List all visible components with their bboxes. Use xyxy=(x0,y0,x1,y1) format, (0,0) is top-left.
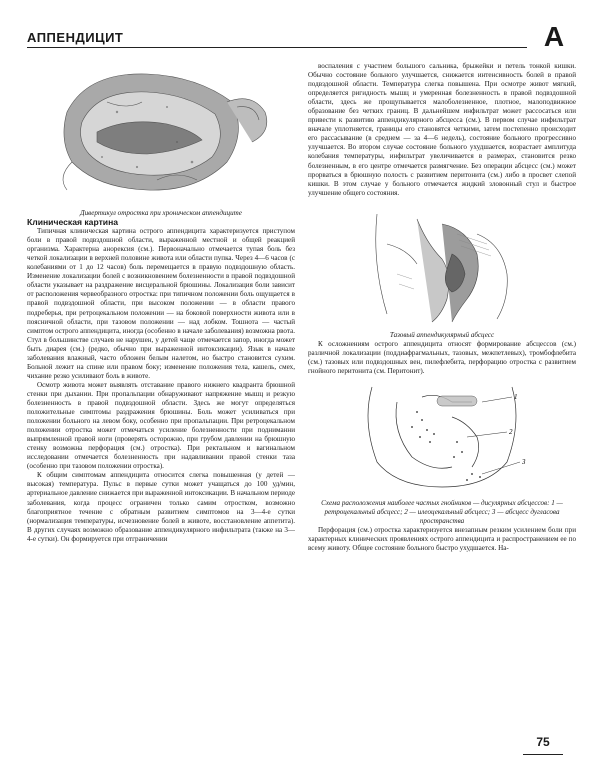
figure-pelvic-abscess xyxy=(308,204,576,327)
section-heading: Клиническая картина xyxy=(27,217,119,228)
right-column xyxy=(308,62,576,553)
figure-caption: Дивертикул отростка при хроническом аппендиците xyxy=(80,209,242,218)
figure-diverticulum xyxy=(27,62,295,205)
scheme-label-1: 1 xyxy=(514,392,518,401)
figure-caption-pelvic: Тазовый аппендикулярный абсцесс xyxy=(389,330,495,339)
diverticulum-micrograph xyxy=(27,62,295,202)
figure-abscess-scheme xyxy=(308,382,576,495)
page-number: 75 xyxy=(536,735,550,749)
page-header-title: АППЕНДИЦИТ xyxy=(27,30,124,45)
abscess-locations-scheme xyxy=(342,382,542,492)
pelvic-abscess-illustration xyxy=(357,204,527,324)
paragraph-clinical-picture: Типичная клиническая картина острого аппендицита характеризуется приступом боли в правой подвздошной области, выраженной местной и общей реакцией организма. Характерна анорексия (см.). Первоначально отмечается тупая боль без четкой локализации в верхней половине живота или области пупка. Через 4—6 часов (с колебаниями от 1 до 12 часов) боль перемещается в правую подвздошную область. Изменение локализации болей с возникновением болезненности в правой подвздошной области указывает на раздражение висцеральной брюшины. Локализация боли зависит от расположения червеобразного отростка: при типичном положении боль ощущается в правой подвздошной области, при высоком положении — в области правого подреберья, при ретроцекальном положении — на боковой поверхности живота или в поясничной области, при тазовом положении — над лобком. Тошнота — частый симптом острого аппендицита, иногда (особенно в начале заболевания) возможна рвота. Стул в большинстве случаев не нарушен, у детей чаще отмечается запор, иногда может быть диарея (см.) (редко, обычно при выраженной интоксикации). Язык в начале заболевания влажный, часто обложен белым налетом, но быстро становится сухим. Больной лежит на спине или правом боку; изменение положения тела, кашель, смех, чихание резко усиливают боль в животе. xyxy=(27,227,295,380)
scheme-label-3: 3 xyxy=(522,457,526,466)
paragraph-general-symptoms: К общим симптомам аппендицита относится слегка повышенная (у детей — высокая) температура. Пульс в первые сутки может учащаться до 100 уд/мин, артериальное давление снижается при выраженной интоксикации. В начальном периоде заболевания, когда процесс ограничен только самим отростком, возможно благоприятное течение с обратным развитием симптомов на 3—4-е сутки (нормализация температуры, исчезновение болей в животе, восстановление аппетита). В других случаях возможно образование аппендикулярного инфильтрата (также на 3—4-е сутки). Он формируется при отграничении xyxy=(27,471,295,543)
paragraph-infiltrate: воспаления с участием большого сальника, брыжейки и петель тонкой кишки. Обычно состояние больного улучшается, снижается интенсивность болей в правой подвздошной области. Температура слегка повышена. При осмотре живот мягкий, определяется ригидность мышц и умеренная болезненность в правой подвздошной области, здесь же прощупывается малоболезненное, плотное, малоподвижное образование без четких границ. В дальнейшем инфильтрат может рассосаться или привести к развитию аппендикулярного абсцесса (см.). В первом случае инфильтрат вначале уплотняется, границы его становятся четкими, затем постепенно происходит его рассасывание (в среднем — за 4—6 недель), состояние больного прогрессивно улучшается. Во втором случае состояние больного ухудшается, возрастает амплитуда колебания температуры, инфильтрат увеличивается в размерах, становится резко болезненным, в его центре отмечается размягчение. Без операции абсцесс (см.) может прорваться в брюшную полость с развитием перитонита (см.) либо в просвет слепой кишки. В этом случае у больного отмечается жидкий зловонный стул и быстрое улучшение общего состояния. xyxy=(308,62,576,197)
paragraph-abdomen-exam: Осмотр живота может выявлять отставание правого нижнего квадранта брюшной стенки при дыхании. При пропальпации обнаруживают напряжение мышц и резкую болезненность в правой подвздошной области. Здесь же могут определяться положительные симптомы раздражения брюшины. Боль может усиливаться при положении больного на левом боку, особенно при пропальпации. При ретроцекальном положении отростка может отмечаться усиление болезненности при подниманни выпрямленной правой ноги (проверять осторожно, при грубом давлении на брюшную стенку возможна перфорация (см.) отростка). При ректальном и вагинальном исследовании отмечается болезненность при надавливании правой стенки таза (особенно при тазовом положении отростка). xyxy=(27,380,295,471)
footer-divider xyxy=(523,754,563,755)
scheme-label-2: 2 xyxy=(509,427,513,436)
figure-caption-scheme: Схема расположения наиболее частых гнойников — дисулярных абсцессов: 1 — ретроцекальный абсцесс; 2 — илеоцекальный абсцесс; 3 — абсцесс дугласова пространства xyxy=(321,498,563,525)
paragraph-perforation: Перфорация (см.) отростка характеризуется внезапным резким усилением боли при характерных клинических проявлениях острого аппендицита и распространением ее по всему животу. Общее состояние больного быстро ухудшается. На- xyxy=(308,525,576,553)
section-letter: А xyxy=(543,21,565,52)
header-divider xyxy=(27,47,527,48)
left-column xyxy=(27,62,295,544)
paragraph-complications: К осложнениям острого аппендицита относят формирование абсцессов (см.) различной локализации (поддиафрагмальных, тазовых, межпетлевых), тромбофлебита (см.) тазовых или подвздошных вен, пилефлебита, перфорацию отростка с развитием гнойного перитонита (см. Перитонит). xyxy=(308,339,576,375)
